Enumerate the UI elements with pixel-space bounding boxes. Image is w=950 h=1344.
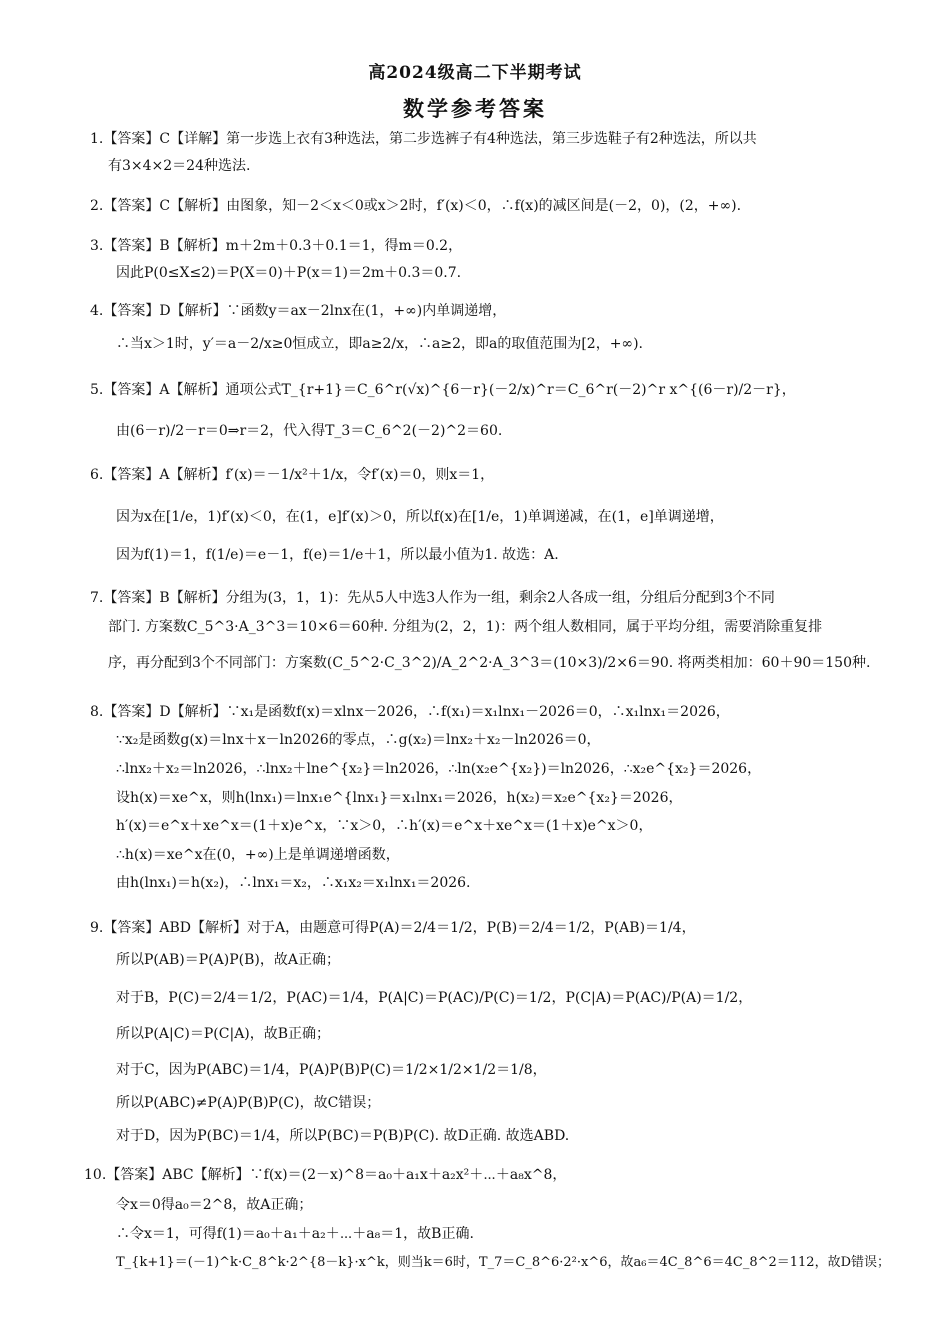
answer-7-line-1: 7.【答案】B【解析】分组为(3，1，1)：先从5人中选3人作为一组，剩余2人各成一组，分组后分配到3个不同 [90, 590, 775, 606]
answer-9-line-4: 所以P(A|C)＝P(C|A)，故B正确； [116, 1026, 331, 1042]
answer-10-line-2: 令x＝0得a₀＝2^8，故A正确； [116, 1197, 313, 1213]
answer-9-line-7: 对于D，因为P(BC)＝1/4，所以P(BC)＝P(B)P(C). 故D正确. 故选ABD. [116, 1128, 570, 1144]
answer-10-line-4: T_{k+1}＝(－1)^k·C_8^k·2^{8－k}·x^k，则当k＝6时，T_7＝C_8^6·2²·x^6，故a₆＝4C_8^6＝4C_8^2＝112，故D错误； [116, 1255, 890, 1270]
answer-4-line-1: 4.【答案】D【解析】∵函数y＝ax－2lnx在(1，+∞)内单调递增， [90, 303, 507, 319]
answer-10-line-1: 10.【答案】ABC【解析】∵f(x)＝(2－x)^8＝a₀＋a₁x＋a₂x²＋⋯＋a₈x^8， [84, 1167, 567, 1183]
answer-5-line-1: 5.【答案】A【解析】通项公式T_{r+1}＝C_6^r(√x)^{6－r}(－2/x)^r＝C_6^r(－2)^r x^{(6－r)/2－r}， [90, 382, 796, 398]
answer-8-line-7: 由h(lnx₁)＝h(x₂)，∴lnx₁＝x₂，∴x₁x₂＝x₁lnx₁＝2026. [116, 875, 471, 891]
answer-7-line-2: 部门. 方案数C_5^3·A_3^3＝10×6＝60种. 分组为(2，2，1)：两个组人数相同，属于平均分组，需要消除重复排 [108, 619, 823, 635]
answer-5-line-2: 由(6－r)/2－r＝0⇒r＝2，代入得T_3＝C_6^2(－2)^2＝60. [116, 423, 503, 439]
answer-8-line-6: ∴h(x)＝xe^x在(0，+∞)上是单调递增函数， [116, 847, 400, 863]
answer-6-line-1: 6.【答案】A【解析】f′(x)＝－1/x²＋1/x，令f′(x)＝0，则x＝1， [90, 467, 495, 483]
answer-4-line-2: ∴当x＞1时，y′＝a－2/x≥0恒成立，即a≥2/x，∴a≥2，即a的取值范围为[2，+∞). [116, 336, 643, 352]
answer-10-line-3: ∴令x＝1，可得f(1)＝a₀＋a₁＋a₂＋⋯＋a₈＝1，故B正确. [116, 1226, 474, 1242]
answer-9-line-2: 所以P(AB)＝P(A)P(B)，故A正确； [116, 952, 340, 968]
answer-1-line-1: 1.【答案】C【详解】第一步选上衣有3种选法，第二步选裤子有4种选法，第三步选鞋子有2种选法，所以共 [90, 131, 757, 147]
answer-8-line-2: ∵x₂是函数g(x)＝lnx＋x－ln2026的零点，∴g(x₂)＝lnx₂＋x₂－ln2026＝0， [116, 732, 601, 748]
answer-8-line-1: 8.【答案】D【解析】∵x₁是函数f(x)＝xlnx－2026，∴f(x₁)＝x₁lnx₁－2026＝0，∴x₁lnx₁＝2026， [90, 704, 730, 720]
answer-9-line-6: 所以P(ABC)≠P(A)P(B)P(C)，故C错误； [116, 1095, 381, 1111]
answer-3-line-1: 3.【答案】B【解析】m＋2m＋0.3＋0.1＝1，得m＝0.2， [90, 238, 463, 254]
answer-9-line-1: 9.【答案】ABD【解析】对于A，由题意可得P(A)＝2/4＝1/2，P(B)＝2/4＝1/2，P(AB)＝1/4， [90, 920, 696, 936]
answer-8-line-3: ∴lnx₂＋x₂＝ln2026，∴lnx₂＋lne^{x₂}＝ln2026，∴ln(x₂e^{x₂})＝ln2026，∴x₂e^{x₂}＝2026， [116, 761, 762, 777]
answer-9-line-3: 对于B，P(C)＝2/4＝1/2，P(AC)＝1/4，P(A|C)＝P(AC)/P(C)＝1/2，P(C|A)＝P(AC)/P(A)＝1/2， [116, 990, 753, 1006]
answer-7-line-3: 序，再分配到3个不同部门：方案数(C_5^2·C_3^2)/A_2^2·A_3^3＝(10×3)/2×6＝90. 将两类相加：60＋90＝150种. [108, 655, 871, 671]
answer-3-line-2: 因此P(0≤X≤2)＝P(X＝0)＋P(x＝1)＝2m＋0.3＝0.7. [116, 265, 462, 281]
answer-1-line-2: 有3×4×2＝24种选法. [108, 158, 251, 174]
answer-6-line-2: 因为x在[1/e，1)f′(x)＜0，在(1，e]f′(x)＞0，所以f(x)在[1/e，1)单调递减，在(1，e]单调递增， [116, 509, 724, 525]
answer-8-line-5: h′(x)＝e^x＋xe^x＝(1＋x)e^x，∵x＞0，∴h′(x)＝e^x＋xe^x＝(1＋x)e^x＞0， [116, 818, 653, 834]
answer-2-line-1: 2.【答案】C【解析】由图象，知－2＜x＜0或x＞2时，f′(x)＜0，∴f(x)的减区间是(－2，0)，(2，+∞). [90, 198, 742, 214]
answer-9-line-5: 对于C，因为P(ABC)＝1/4，P(A)P(B)P(C)＝1/2×1/2×1/2＝1/8， [116, 1062, 547, 1078]
answer-8-line-4: 设h(x)＝xe^x，则h(lnx₁)＝lnx₁e^{lnx₁}＝x₁lnx₁＝2026，h(x₂)＝x₂e^{x₂}＝2026， [116, 790, 683, 806]
exam-title: 高2024级高二下半期考试 [368, 63, 582, 83]
doc-title: 数学参考答案 [403, 96, 547, 121]
answer-6-line-3: 因为f(1)＝1，f(1/e)＝e－1，f(e)＝1/e＋1，所以最小值为1. 故选：A. [116, 547, 559, 563]
